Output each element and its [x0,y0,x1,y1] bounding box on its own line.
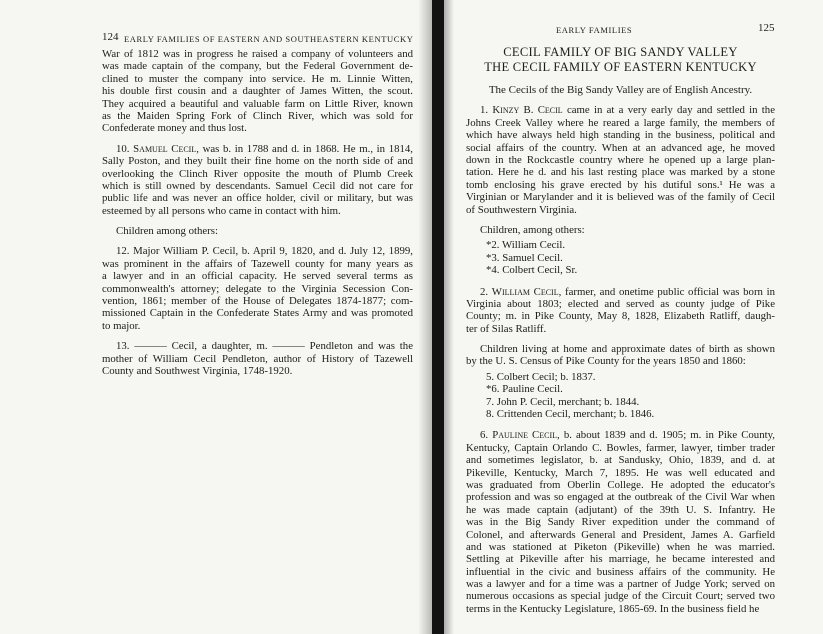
text-line: which is still owned by descendants. Samuel Cecil did not care for [102,179,413,192]
running-head-right: EARLY FAMILIES [556,25,633,35]
text-line: his double first cousin and a daughter of James Witten, the scout. [102,85,413,98]
left-body-text [102,48,413,385]
right-body-text [466,45,775,623]
children-label-left: Children among others: [116,225,218,238]
paragraph-william-cecil [466,286,775,336]
running-head-left: EARLY FAMILIES OF EASTERN AND SOUTHEASTERN KENTUCKY [124,34,414,44]
chapter-title-line-1: CECIL FAMILY OF BIG SANDY VALLEY [503,45,738,59]
list-item: 5. Colbert Cecil; b. 1837. [486,370,596,383]
chapter-title-line-2: THE CECIL FAMILY OF EASTERN KENTUCKY [484,60,757,74]
text-line: missioned Captain in the Confederate States Army and was promoted [102,307,413,320]
paragraph-war-of-1812 [102,48,413,135]
list-item: 7. John P. Cecil, merchant; b. 1844. [486,395,640,408]
text-line: terms in the Kentucky Legislature, 1865-69. In the business field he [466,602,760,615]
children-list-1 [466,239,775,276]
text-line: of Southwestern Virginia. [466,203,577,216]
text-line: Johns Creek Valley where he reared a large family, the members of [466,116,775,129]
text-line: commonwealth's attorney; delegate to the Virginia Secession Con- [102,282,413,295]
text-line: Settling at Pikeville after his marriage, he became interested and [466,553,775,566]
text-line: 13. ——— Cecil, a daughter, m. ——— Pendleton and was the [116,340,413,353]
entry-number: 2. [480,285,489,298]
text-line: influential in the civic and business affairs of the community. He [466,565,775,578]
text-line: profession and was so engaged at the outbreak of the Civil War when [466,491,775,504]
text-line: was prominent in the affairs of Tazewell county for many years as [102,257,413,270]
paragraph-william-p-cecil [102,245,413,332]
text-line: overlooking the Clinch River opposite the mouth of Plumb Creek [102,167,413,180]
text-line: social affairs of the country. When at an advanced age, he moved [466,141,775,154]
entry-name: William Cecil, [491,285,562,298]
list-item: *4. Colbert Cecil, Sr. [486,264,578,277]
text-line: was in the Big Sandy River expedition under the command of [466,516,775,529]
entry-number: 6. [480,429,489,442]
entry-number: 10. [116,142,130,155]
page-number-right: 125 [758,22,775,34]
text-line: mother of William Cecil Pendleton, author of History of Tazewell [102,352,413,365]
text-line: by the U. S. Census of Pike County for the years 1850 and 1860: [466,355,746,368]
text-line: down in the Rockcastle country where he opened up a large plan- [466,153,775,166]
chapter-subtitle: The Cecils of the Big Sandy Valley are of English Ancestry. [488,84,753,96]
entry-lead-text: b. about 1839 and d. 1905; m. in Pike County, [563,429,775,442]
children-list-2 [466,371,775,421]
text-line: was graduated from Oberlin College. He adopted the educator's [466,478,775,491]
chapter-title [466,45,775,75]
text-line: numerous occasions as special judge of the Circuit Court; served two [466,590,775,603]
text-line: Virginian or Marylander and it is believed was of the family of Cecil [466,191,775,204]
entry-name: Samuel Cecil, [133,142,199,155]
entry-lead-text: was b. in 1788 and d. in 1868. He m., in 1814, [202,142,414,155]
paragraph-samuel-cecil [102,143,413,217]
text-line: Virginia about 1803; elected and served as county judge of Pike [466,297,775,310]
paragraph-census-children [466,343,775,368]
paragraph-kinzy-cecil [466,104,775,216]
text-line: esteemed by all persons who came in contact with him. [102,204,341,217]
entry-lead-text: farmer, and onetime public official was born in [564,285,775,298]
text-line: Colonel, and afterwards General and President, James A. Garfield [466,528,775,541]
text-line: to major. [102,319,141,332]
text-line: which have always held high standing in the business, political and [466,129,775,142]
text-line: War of 1812 was in progress he raised a company of volunteers and [102,48,413,60]
text-line: Confederate money and thus lost. [102,122,247,135]
list-item: 8. Crittenden Cecil, merchant; b. 1846. [486,408,655,421]
entry-name: Kinzy B. Cecil [492,104,563,117]
text-line: he was made captain (adjutant) of the 39th U. S. Infantry. He [466,503,775,516]
entry-name: Pauline Cecil, [492,429,560,442]
text-line: a lawyer and in an official capacity. He served several terms as [102,270,413,283]
text-line: clined to muster the company into service. He m. Linnie Witten, [102,72,413,85]
paragraph-pauline-cecil [466,429,775,615]
text-line: and sometimes legislator, b. at Sandusky, Ohio, 1839, and d. at [466,454,775,467]
text-line: ter of Silas Ratliff. [466,322,547,335]
list-item: *6. Pauline Cecil. [486,383,563,396]
page-number-left: 124 [102,31,119,43]
text-line: Kentucky, Captain Orlando C. Bowles, farmer, lawyer, timber trader [466,441,775,454]
text-line: County; m. in Pike County, May 8, 1828, Elizabeth Ratliff, daugh- [466,310,775,323]
entry-lead-text: came in at a very early day and settled in the [566,104,775,117]
right-page [444,0,823,634]
list-item: *2. William Cecil. [486,239,566,252]
list-item: *3. Samuel Cecil. [486,251,563,264]
text-line: vention, 1861; member of the House of Delegates 1874-1877; com- [102,295,413,308]
paragraph-cecil-daughter [102,340,413,377]
text-line: tation. Here he d. and his last resting place was marked by a stone [466,166,775,179]
children-label-right-1: Children, among others: [480,223,585,236]
text-line: was a lawyer and for a time was a partner of Judge York; served on [466,578,775,591]
text-line: They acquired a beautiful and valuable farm on Little River, known [102,97,413,110]
text-line: Sally Poston, and they built their fine home on the north side of and [102,155,413,168]
text-line: County and Southwest Virginia, 1748-1920. [102,365,293,377]
text-line: public life and was never an office holder, civil or military, but was [102,192,413,205]
text-line: 12. Major William P. Cecil, b. April 9, 1820, and d. July 12, 1899, [116,245,413,258]
text-line: tomb enclosing his grave erected by his dutiful sons.¹ He was a [466,178,775,191]
text-line: Children living at home and approximate dates of birth as shown [480,343,775,356]
text-line: was made captain of the company, but the Federal Government de- [102,60,413,73]
text-line: as the Maiden Spring Fork of Clinch River, which was sold for [102,109,413,122]
text-line: Pikeville, Kentucky, March 7, 1895. He was well educated and [466,466,775,479]
text-line: and was stationed at Piketon (Pikeville) when he was married. [466,540,775,553]
entry-number: 1. [480,104,489,117]
